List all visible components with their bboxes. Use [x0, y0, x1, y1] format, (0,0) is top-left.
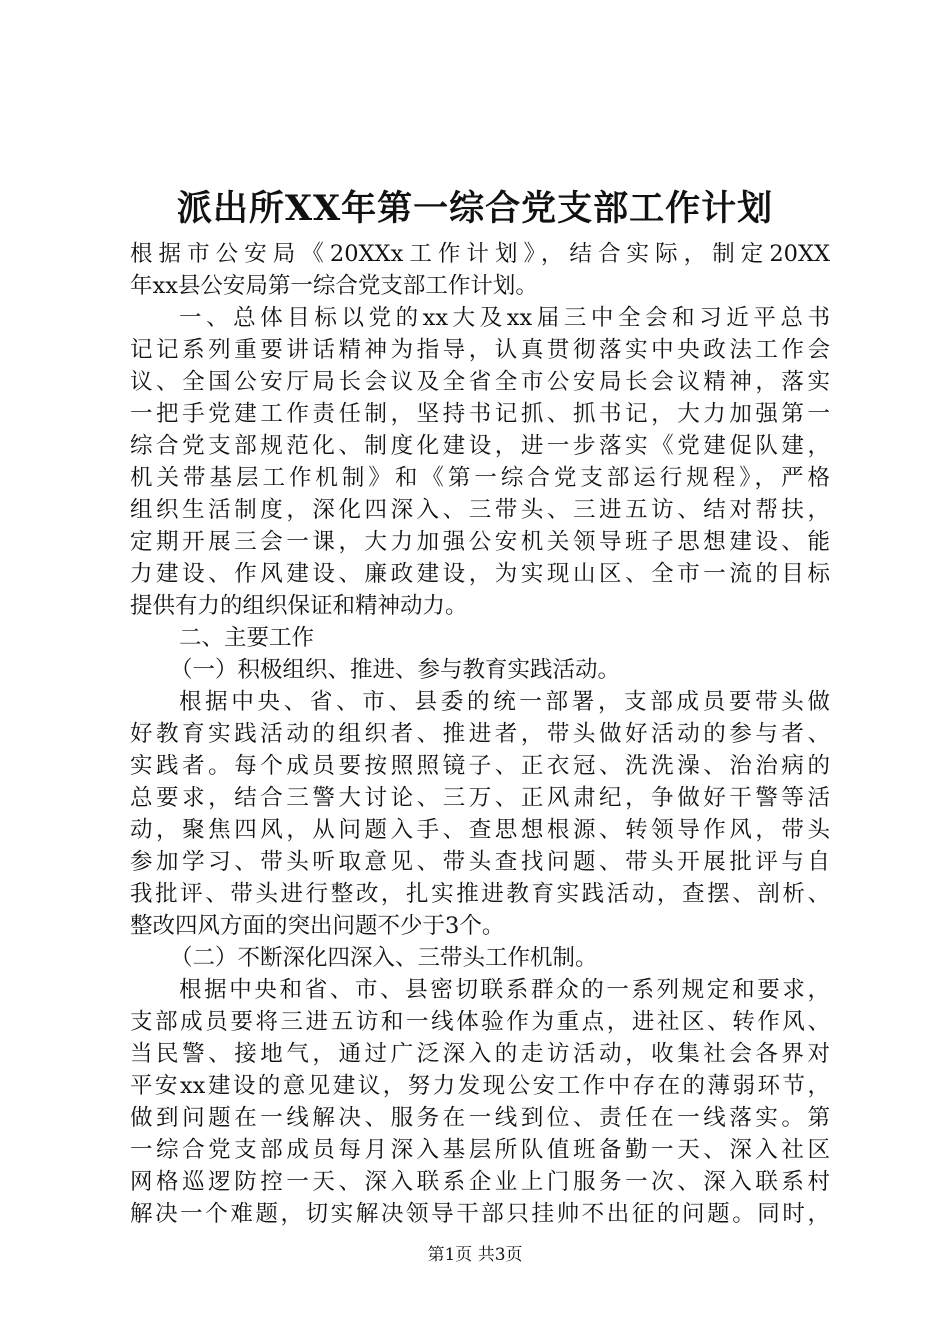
body-line: 定期开展三会一课，大力加强公安机关领导班子思想建设、能 — [130, 529, 830, 555]
body-line: 实践者。每个成员要按照照镜子、正衣冠、洗洗澡、治治病的 — [130, 753, 830, 779]
body-line: 根据中央和省、市、县密切联系群众的一系列规定和要求， — [179, 977, 830, 1003]
body-line: 组织生活制度，深化四深入、三带头、三进五访、结对帮扶， — [130, 497, 830, 523]
body-line: 支部成员要将三进五访和一线体验作为重点，进社区、转作风、 — [130, 1009, 830, 1035]
body-line: 提供有力的组织保证和精神动力。 — [130, 593, 468, 619]
body-line: 总要求，结合三警大讨论、三万、正风肃纪，争做好干警等活 — [130, 785, 830, 811]
subsection-heading: （二）不断深化四深入、三带头工作机制。 — [170, 945, 598, 971]
body-line: 根据市公安局《20XXx工作计划》，结合实际，制定20XX — [130, 241, 830, 267]
document-title: 派出所XX年第一综合党支部工作计划 — [176, 188, 774, 229]
body-line: 机关带基层工作机制》和《第一综合党支部运行规程》，严格 — [130, 465, 830, 491]
body-line: 做到问题在一线解决、服务在一线到位、责任在一线落实。第 — [130, 1105, 830, 1131]
body-line: 平安xx建设的意见建议，努力发现公安工作中存在的薄弱环节， — [130, 1073, 830, 1099]
body-line: 解决一个难题，切实解决领导干部只挂帅不出征的问题。同时， — [130, 1201, 830, 1227]
body-line: 网格巡逻防控一天、深入联系企业上门服务一次、深入联系村 — [130, 1169, 830, 1195]
body-line: 力建设、作风建设、廉政建设，为实现山区、全市一流的目标 — [130, 561, 830, 587]
section-heading: 二、主要工作 — [179, 625, 315, 651]
body-line: 一、总体目标以党的xx大及xx届三中全会和习近平总书 — [179, 305, 830, 331]
body-line: 一综合党支部成员每月深入基层所队值班备勤一天、深入社区 — [130, 1137, 830, 1163]
body-line: 记记系列重要讲话精神为指导，认真贯彻落实中央政法工作会 — [130, 337, 830, 363]
body-line: 一把手党建工作责任制，坚持书记抓、抓书记，大力加强第一 — [130, 401, 830, 427]
body-line: 当民警、接地气，通过广泛深入的走访活动，收集社会各界对 — [130, 1041, 830, 1067]
body-line: 综合党支部规范化、制度化建设，进一步落实《党建促队建， — [130, 433, 830, 459]
page-number-footer: 第1页 共3页 — [427, 1245, 523, 1265]
body-line: 年xx县公安局第一综合党支部工作计划。 — [130, 273, 538, 299]
body-line: 整改四风方面的突出问题不少于3个。 — [130, 913, 505, 939]
body-line: 好教育实践活动的组织者、推进者，带头做好活动的参与者、 — [130, 721, 830, 747]
body-line: 根据中央、省、市、县委的统一部署，支部成员要带头做 — [179, 689, 830, 715]
body-line: 参加学习、带头听取意见、带头查找问题、带头开展批评与自 — [130, 849, 830, 875]
body-line: 我批评、带头进行整改，扎实推进教育实践活动，查摆、剖析、 — [130, 881, 830, 907]
subsection-heading: （一）积极组织、推进、参与教育实践活动。 — [170, 657, 621, 683]
body-line: 动，聚焦四风，从问题入手、查思想根源、转领导作风，带头 — [130, 817, 830, 843]
body-line: 议、全国公安厅局长会议及全省全市公安局长会议精神，落实 — [130, 369, 830, 395]
